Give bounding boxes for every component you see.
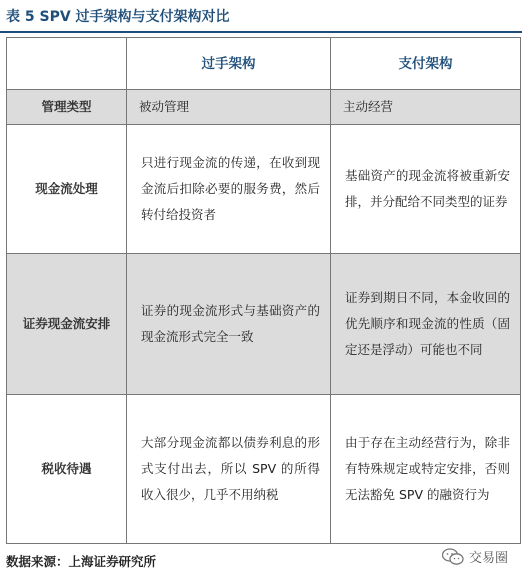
wechat-icon: [442, 548, 464, 566]
table-row: [7, 395, 521, 544]
header-pass-through: 过手架构: [127, 38, 331, 90]
pass-through-cell: 只进行现金流的传递，在收到现金流后扣除必要的服务费，然后转付给投资者: [127, 125, 331, 254]
table-row: [7, 125, 521, 254]
pay-through-cell: 主动经营: [331, 90, 521, 125]
row-label: 管理类型: [7, 90, 127, 125]
title-divider: [0, 31, 522, 33]
row-label: 证券现金流安排: [7, 254, 127, 395]
pass-through-cell: 被动管理: [127, 90, 331, 125]
pass-through-cell: 大部分现金流都以债券利息的形式支付出去，所以 SPV 的所得收入很少，几乎不用纳税: [127, 395, 331, 544]
header-pay-through: 支付架构: [331, 38, 521, 90]
pay-through-cell: 基础资产的现金流将被重新安排，并分配给不同类型的证券: [331, 125, 521, 254]
table-row: [7, 254, 521, 395]
pass-through-cell: 证券的现金流形式与基础资产的现金流形式完全一致: [127, 254, 331, 395]
watermark: [442, 547, 508, 566]
row-label: 税收待遇: [7, 395, 127, 544]
row-label: 现金流处理: [7, 125, 127, 254]
table-row: [7, 90, 521, 125]
table-header-row: [7, 38, 521, 90]
pay-through-cell: 证券到期日不同，本金收回的优先顺序和现金流的性质（固定还是浮动）可能也不同: [331, 254, 521, 395]
data-source: 数据来源：上海证券研究所: [6, 554, 157, 569]
table-title: 表 5 SPV 过手架构与支付架构对比: [6, 9, 230, 25]
header-cell-empty: [7, 38, 127, 90]
pay-through-cell: 由于存在主动经营行为，除非有特殊规定或特定安排，否则无法豁免 SPV 的融资行为: [331, 395, 521, 544]
comparison-table: [6, 37, 521, 544]
watermark-text: 交易圈: [468, 551, 508, 566]
